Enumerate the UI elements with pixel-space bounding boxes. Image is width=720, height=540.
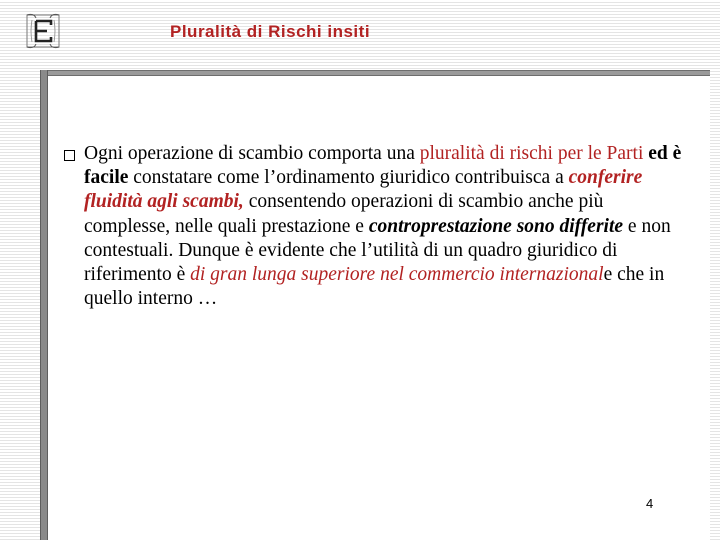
body-text-run: e non contestuali. Dunque è evidente che l’utilità di un quadro giuridico di riferimento è <box>84 215 671 286</box>
body-text-run: Ogni operazione di scambio comporta una <box>84 143 420 164</box>
body-paragraph <box>84 142 684 311</box>
horizontal-rule <box>40 70 710 76</box>
highlight-international-trade: di gran lunga superiore nel commercio internazional <box>190 264 604 286</box>
page-number: 4 <box>646 496 654 511</box>
bullet-square-icon <box>64 150 75 161</box>
body-text-run: consentendo operazioni di scambio anche più complesse, nelle quali prestazione e <box>84 191 604 237</box>
body-text-run: constatare come l’ordinamento giuridico contribuisca a <box>128 167 569 189</box>
emphasis-easy: ed è facile <box>84 143 682 189</box>
highlight-plurality-risks: pluralità di rischi per le Parti <box>419 143 644 164</box>
emphasis-counterperformance: controprestazione sono differite <box>368 215 624 237</box>
highlight-fluidity: conferire fluidità agli scambi, <box>84 167 643 213</box>
slide-title: Pluralità di Rischi insiti <box>170 22 371 41</box>
body-text-run: e che in quello interno … <box>84 264 665 310</box>
vertical-rule <box>40 70 48 540</box>
logo-icon <box>24 12 62 50</box>
